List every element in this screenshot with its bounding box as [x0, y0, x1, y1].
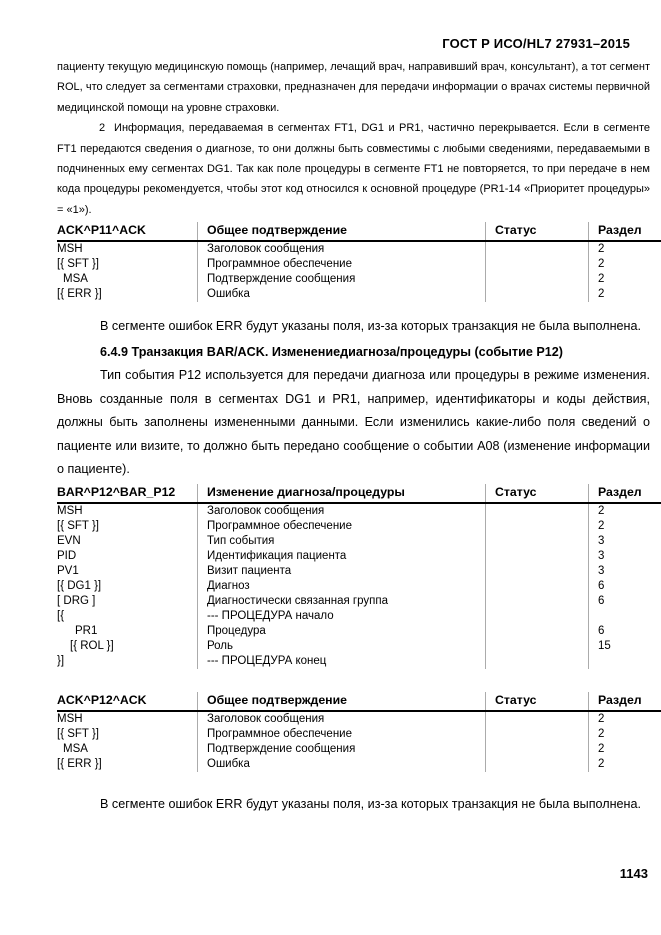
status-column-header: Статус [486, 484, 589, 503]
segment-description: Программное обеспечение [198, 519, 486, 534]
section-heading-6-4-9: 6.4.9 Транзакция BAR/ACK. Изменениедиагноза/процедуры (событие P12) [100, 344, 563, 359]
segment-section: 2 [589, 257, 661, 272]
segment-row [57, 549, 661, 564]
segment-description: Программное обеспечение [198, 727, 486, 742]
section-column-header: Раздел [589, 222, 661, 241]
segment-code: MSH [57, 504, 83, 517]
segment-section: 2 [589, 742, 661, 757]
segment-status [486, 639, 589, 654]
segment-status [486, 519, 589, 534]
segment-description: --- ПРОЦЕДУРА начало [198, 609, 486, 624]
segment-section: 3 [589, 534, 661, 549]
table-title-header: Изменение диагноза/процедуры [198, 484, 486, 503]
segment-section: 2 [589, 503, 661, 519]
segment-status [486, 609, 589, 624]
segment-section: 2 [589, 711, 661, 727]
table-header-row [57, 692, 661, 711]
segment-code: [{ ERR }] [57, 288, 102, 301]
segment-row [57, 594, 661, 609]
segment-description: Тип события [198, 534, 486, 549]
segment-code: MSH [57, 712, 83, 725]
segment-status [486, 579, 589, 594]
segment-status [486, 257, 589, 272]
segment-row [57, 564, 661, 579]
segment-code: PR1 [75, 624, 98, 637]
segment-description: Заголовок сообщения [198, 711, 486, 727]
err-segment-note-repeat: В сегменте ошибок ERR будут указаны поля, из-за которых транзакция не была выполнена. [100, 796, 642, 811]
segment-row [57, 711, 661, 727]
segment-description: Ошибка [198, 287, 486, 302]
note-paragraph-2: 2 Информация, передаваемая в сегментах FT1, DG1 и PR1, частично перекрывается. Если в сегменте FT1 передаются сведения о диагнозе, то они должны быть совместимы с любыми сведениями, передаваемыми в подчиненных ему сегментах DG1. Так как поле процедуры в сегменте FT1 не повторяется, то при передаче в нем кода процедуры рекомендуется, чтобы этот код относился к основной процедуре (PR1-14 «Приоритет процедуры» = «1»). [57, 122, 650, 216]
section-column-header: Раздел [589, 692, 661, 711]
segment-code: [{ SFT }] [57, 519, 99, 532]
segment-section: 2 [589, 519, 661, 534]
table-title-header: Общее подтверждение [198, 692, 486, 711]
segment-row [57, 519, 661, 534]
segment-row [57, 503, 661, 519]
segment-description: Подтверждение сообщения [198, 272, 486, 287]
segment-code: PV1 [57, 564, 79, 577]
segment-code: [{ SFT }] [57, 727, 99, 740]
segment-row [57, 742, 661, 757]
segment-code: [ DRG ] [57, 594, 96, 607]
status-column-header: Статус [486, 692, 589, 711]
segment-code: [{ DG1 }] [57, 579, 102, 592]
segment-row [57, 287, 661, 302]
segment-description: Заголовок сообщения [198, 503, 486, 519]
segment-section: 3 [589, 564, 661, 579]
segment-description: Роль [198, 639, 486, 654]
segment-description: --- ПРОЦЕДУРА конец [198, 654, 486, 669]
segment-description: Подтверждение сообщения [198, 742, 486, 757]
segment-description: Диагноз [198, 579, 486, 594]
segment-status [486, 287, 589, 302]
section-column-header: Раздел [589, 484, 661, 503]
table-title-header: Общее подтверждение [198, 222, 486, 241]
segment-section: 2 [589, 757, 661, 772]
segment-row [57, 257, 661, 272]
message-structure-table-ack-p11 [57, 222, 661, 302]
segment-section: 2 [589, 287, 661, 302]
segment-status [486, 742, 589, 757]
segment-section: 6 [589, 624, 661, 639]
table-header-row [57, 484, 661, 503]
segment-code: PID [57, 549, 77, 562]
segment-status [486, 624, 589, 639]
page-number: 1143 [619, 866, 648, 881]
message-type-header: ACK^P11^ACK [57, 222, 198, 241]
segment-code: MSA [63, 742, 88, 755]
message-type-header: BAR^P12^BAR_P12 [57, 484, 198, 503]
segment-status [486, 594, 589, 609]
segment-description: Диагностически связанная группа [198, 594, 486, 609]
segment-row [57, 624, 661, 639]
err-segment-note: В сегменте ошибок ERR будут указаны поля, из-за которых транзакция не была выполнена. [100, 319, 642, 334]
status-column-header: Статус [486, 222, 589, 241]
segment-description: Визит пациента [198, 564, 486, 579]
segment-section: 2 [589, 241, 661, 257]
segment-status [486, 549, 589, 564]
segment-section: 6 [589, 594, 661, 609]
message-structure-table-bar-p12 [57, 484, 661, 669]
segment-code: [{ [57, 609, 65, 622]
segment-code: [{ SFT }] [57, 258, 99, 271]
segment-status [486, 654, 589, 669]
segment-code: [{ ERR }] [57, 757, 102, 770]
segment-code: MSH [57, 243, 83, 256]
segment-row [57, 241, 661, 257]
segment-status [486, 241, 589, 257]
segment-status [486, 711, 589, 727]
segment-row [57, 534, 661, 549]
segment-row [57, 654, 661, 669]
segment-status [486, 727, 589, 742]
segment-code: MSA [63, 273, 88, 286]
segment-row [57, 757, 661, 772]
segment-row [57, 639, 661, 654]
segment-code: EVN [57, 534, 81, 547]
note-paragraph-continuation: пациенту текущую медицинскую помощь (например, лечащий врач, направивший врач, консультант), а тот сегмент ROL, что следует за сегментами страховки, предназначен для передачи информации о врачах системы первичной медицинской помощи на уровне страховки. [57, 61, 650, 114]
segment-description: Программное обеспечение [198, 257, 486, 272]
segment-status [486, 757, 589, 772]
segment-status [486, 503, 589, 519]
segment-section [589, 609, 661, 624]
message-type-header: ACK^P12^ACK [57, 692, 198, 711]
segment-description: Процедура [198, 624, 486, 639]
segment-description: Идентификация пациента [198, 549, 486, 564]
segment-description: Ошибка [198, 757, 486, 772]
segment-status [486, 564, 589, 579]
running-header: ГОСТ Р ИСО/HL7 27931–2015 [442, 36, 630, 51]
section-paragraph: Тип события P12 используется для передачи диагноза или процедуры в режиме изменения. Вновь созданные поля в сегментах DG1 и PR1, например, идентификаторы и коды действия, должны быть заполнены измененными данными. Если изменились какие-либо поля сведений о пациенте или визите, то должно быть передано сообщение о событии A08 (изменение информации о пациенте). [57, 368, 650, 477]
segment-row [57, 579, 661, 594]
segment-section: 2 [589, 272, 661, 287]
segment-code: }] [57, 654, 65, 667]
segment-row [57, 727, 661, 742]
segment-code: [{ ROL }] [70, 639, 114, 652]
segment-row [57, 609, 661, 624]
segment-section [589, 654, 661, 669]
segment-section: 3 [589, 549, 661, 564]
segment-description: Заголовок сообщения [198, 241, 486, 257]
segment-status [486, 272, 589, 287]
segment-section: 6 [589, 579, 661, 594]
segment-status [486, 534, 589, 549]
segment-section: 2 [589, 727, 661, 742]
table-header-row [57, 222, 661, 241]
message-structure-table-ack-p12 [57, 692, 661, 772]
segment-row [57, 272, 661, 287]
segment-section: 15 [589, 639, 661, 654]
